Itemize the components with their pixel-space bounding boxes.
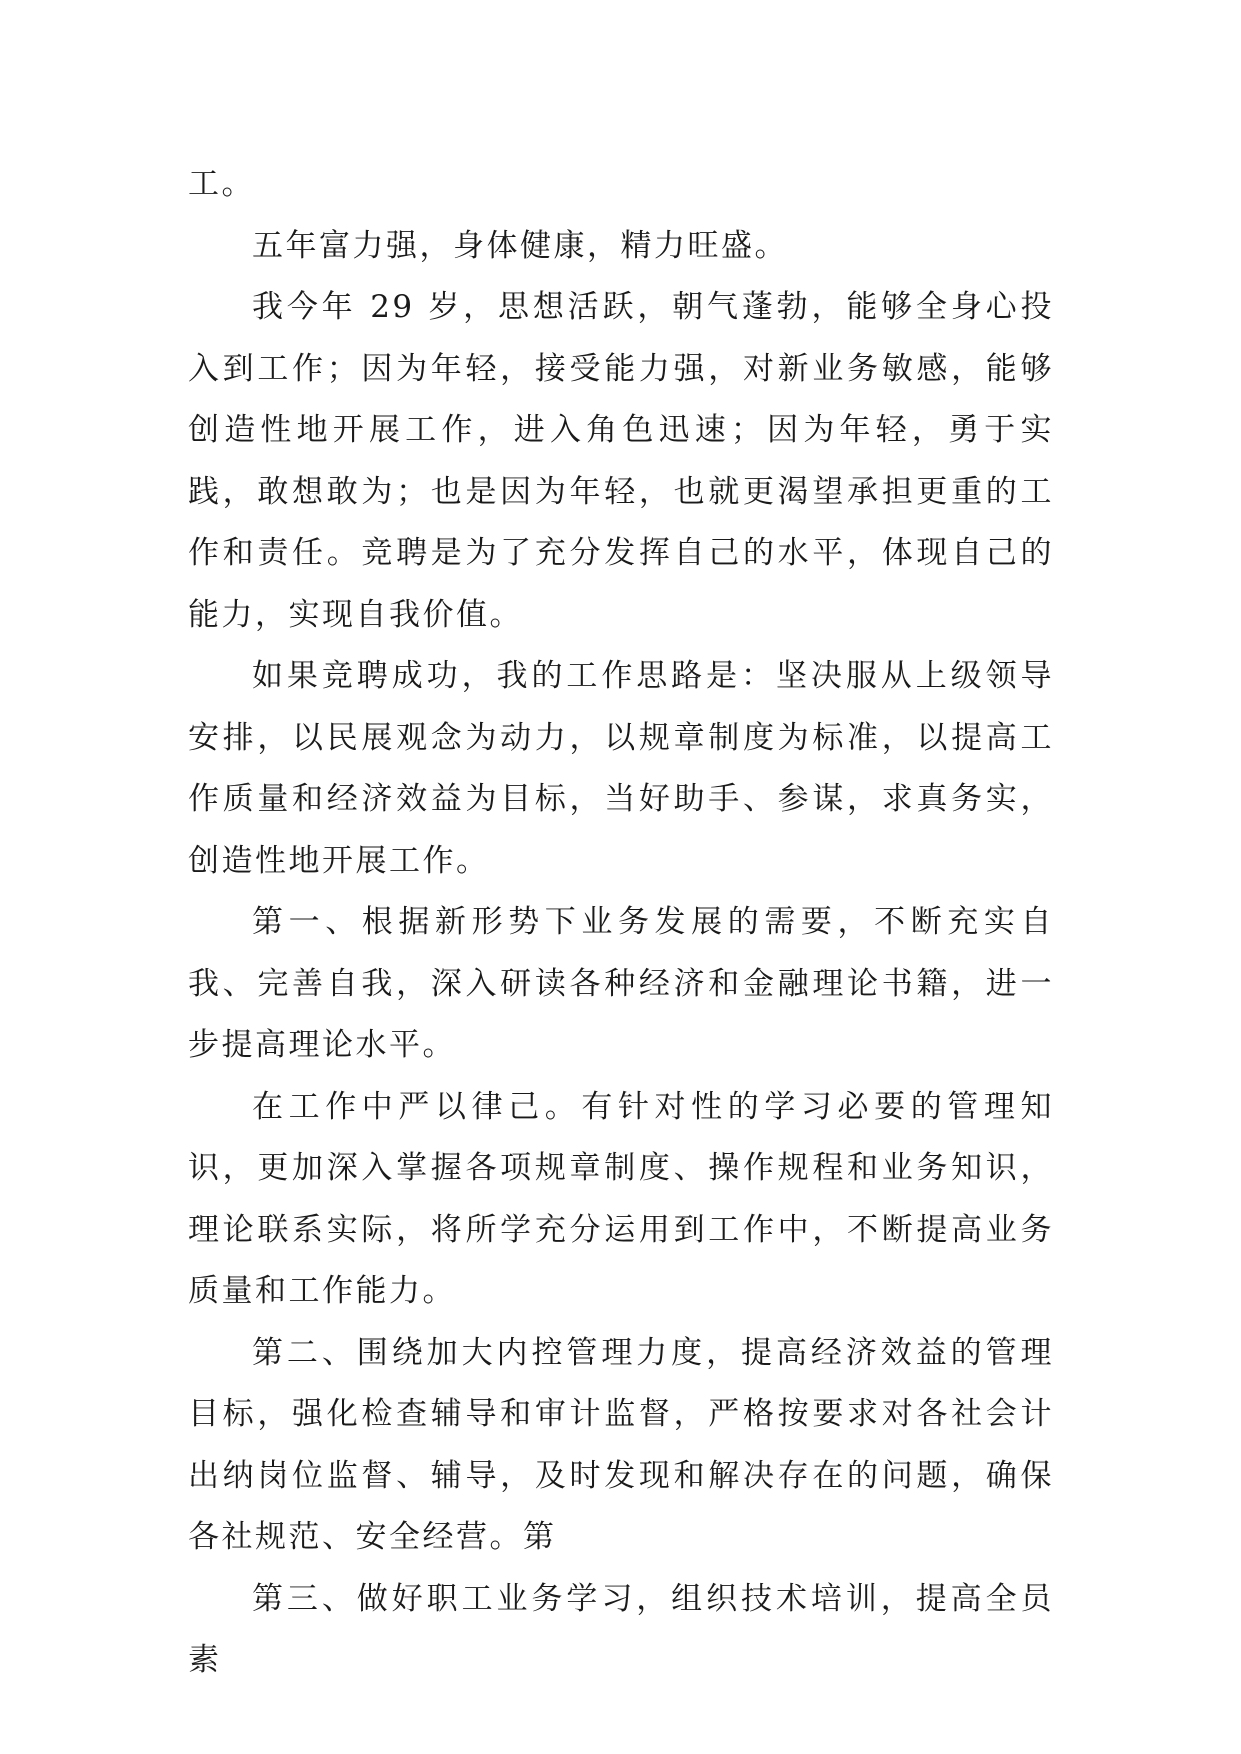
paragraph-self-discipline: 在工作中严以律己。有针对性的学习必要的管理知识，更加深入掌握各项规章制度、操作规程和业务知识，理论联系实际，将所学充分运用到工作中，不断提高业务质量和工作能力。 <box>188 1088 1054 1309</box>
paragraph-point-three: 第三、做好职工业务学习，组织技术培训，提高全员素 <box>188 1580 1054 1678</box>
paragraph-work-approach: 如果竞聘成功，我的工作思路是：坚决服从上级领导安排，以民展观念为动力，以规章制度为标准，以提高工作质量和经济效益为目标，当好助手、参谋，求真务实，创造性地开展工作。 <box>188 658 1054 879</box>
paragraph-self-introduction: 我今年 29 岁，思想活跃，朝气蓬勃，能够全身心投入到工作；因为年轻，接受能力强，对新业务敏感，能够创造性地开展工作，进入角色迅速；因为年轻，勇于实践，敢想敢为；也是因为年轻，也就更渴望承担更重的工作和责任。竞聘是为了充分发挥自己的水平，体现自己的能力，实现自我价值。 <box>188 289 1054 633</box>
paragraph-age-strength: 五年富力强，身体健康，精力旺盛。 <box>252 227 788 264</box>
paragraph-point-one: 第一、根据新形势下业务发展的需要，不断充实自我、完善自我，深入研读各种经济和金融理论书籍，进一步提高理论水平。 <box>188 904 1054 1063</box>
document-body <box>188 154 1054 1692</box>
paragraph-continuation: 工。 <box>188 166 255 202</box>
paragraph-point-two: 第二、围绕加大内控管理力度，提高经济效益的管理目标，强化检查辅导和审计监督，严格按要求对各社会计出纳岗位监督、辅导，及时发现和解决存在的问题，确保各社规范、安全经营。第 <box>188 1334 1054 1555</box>
